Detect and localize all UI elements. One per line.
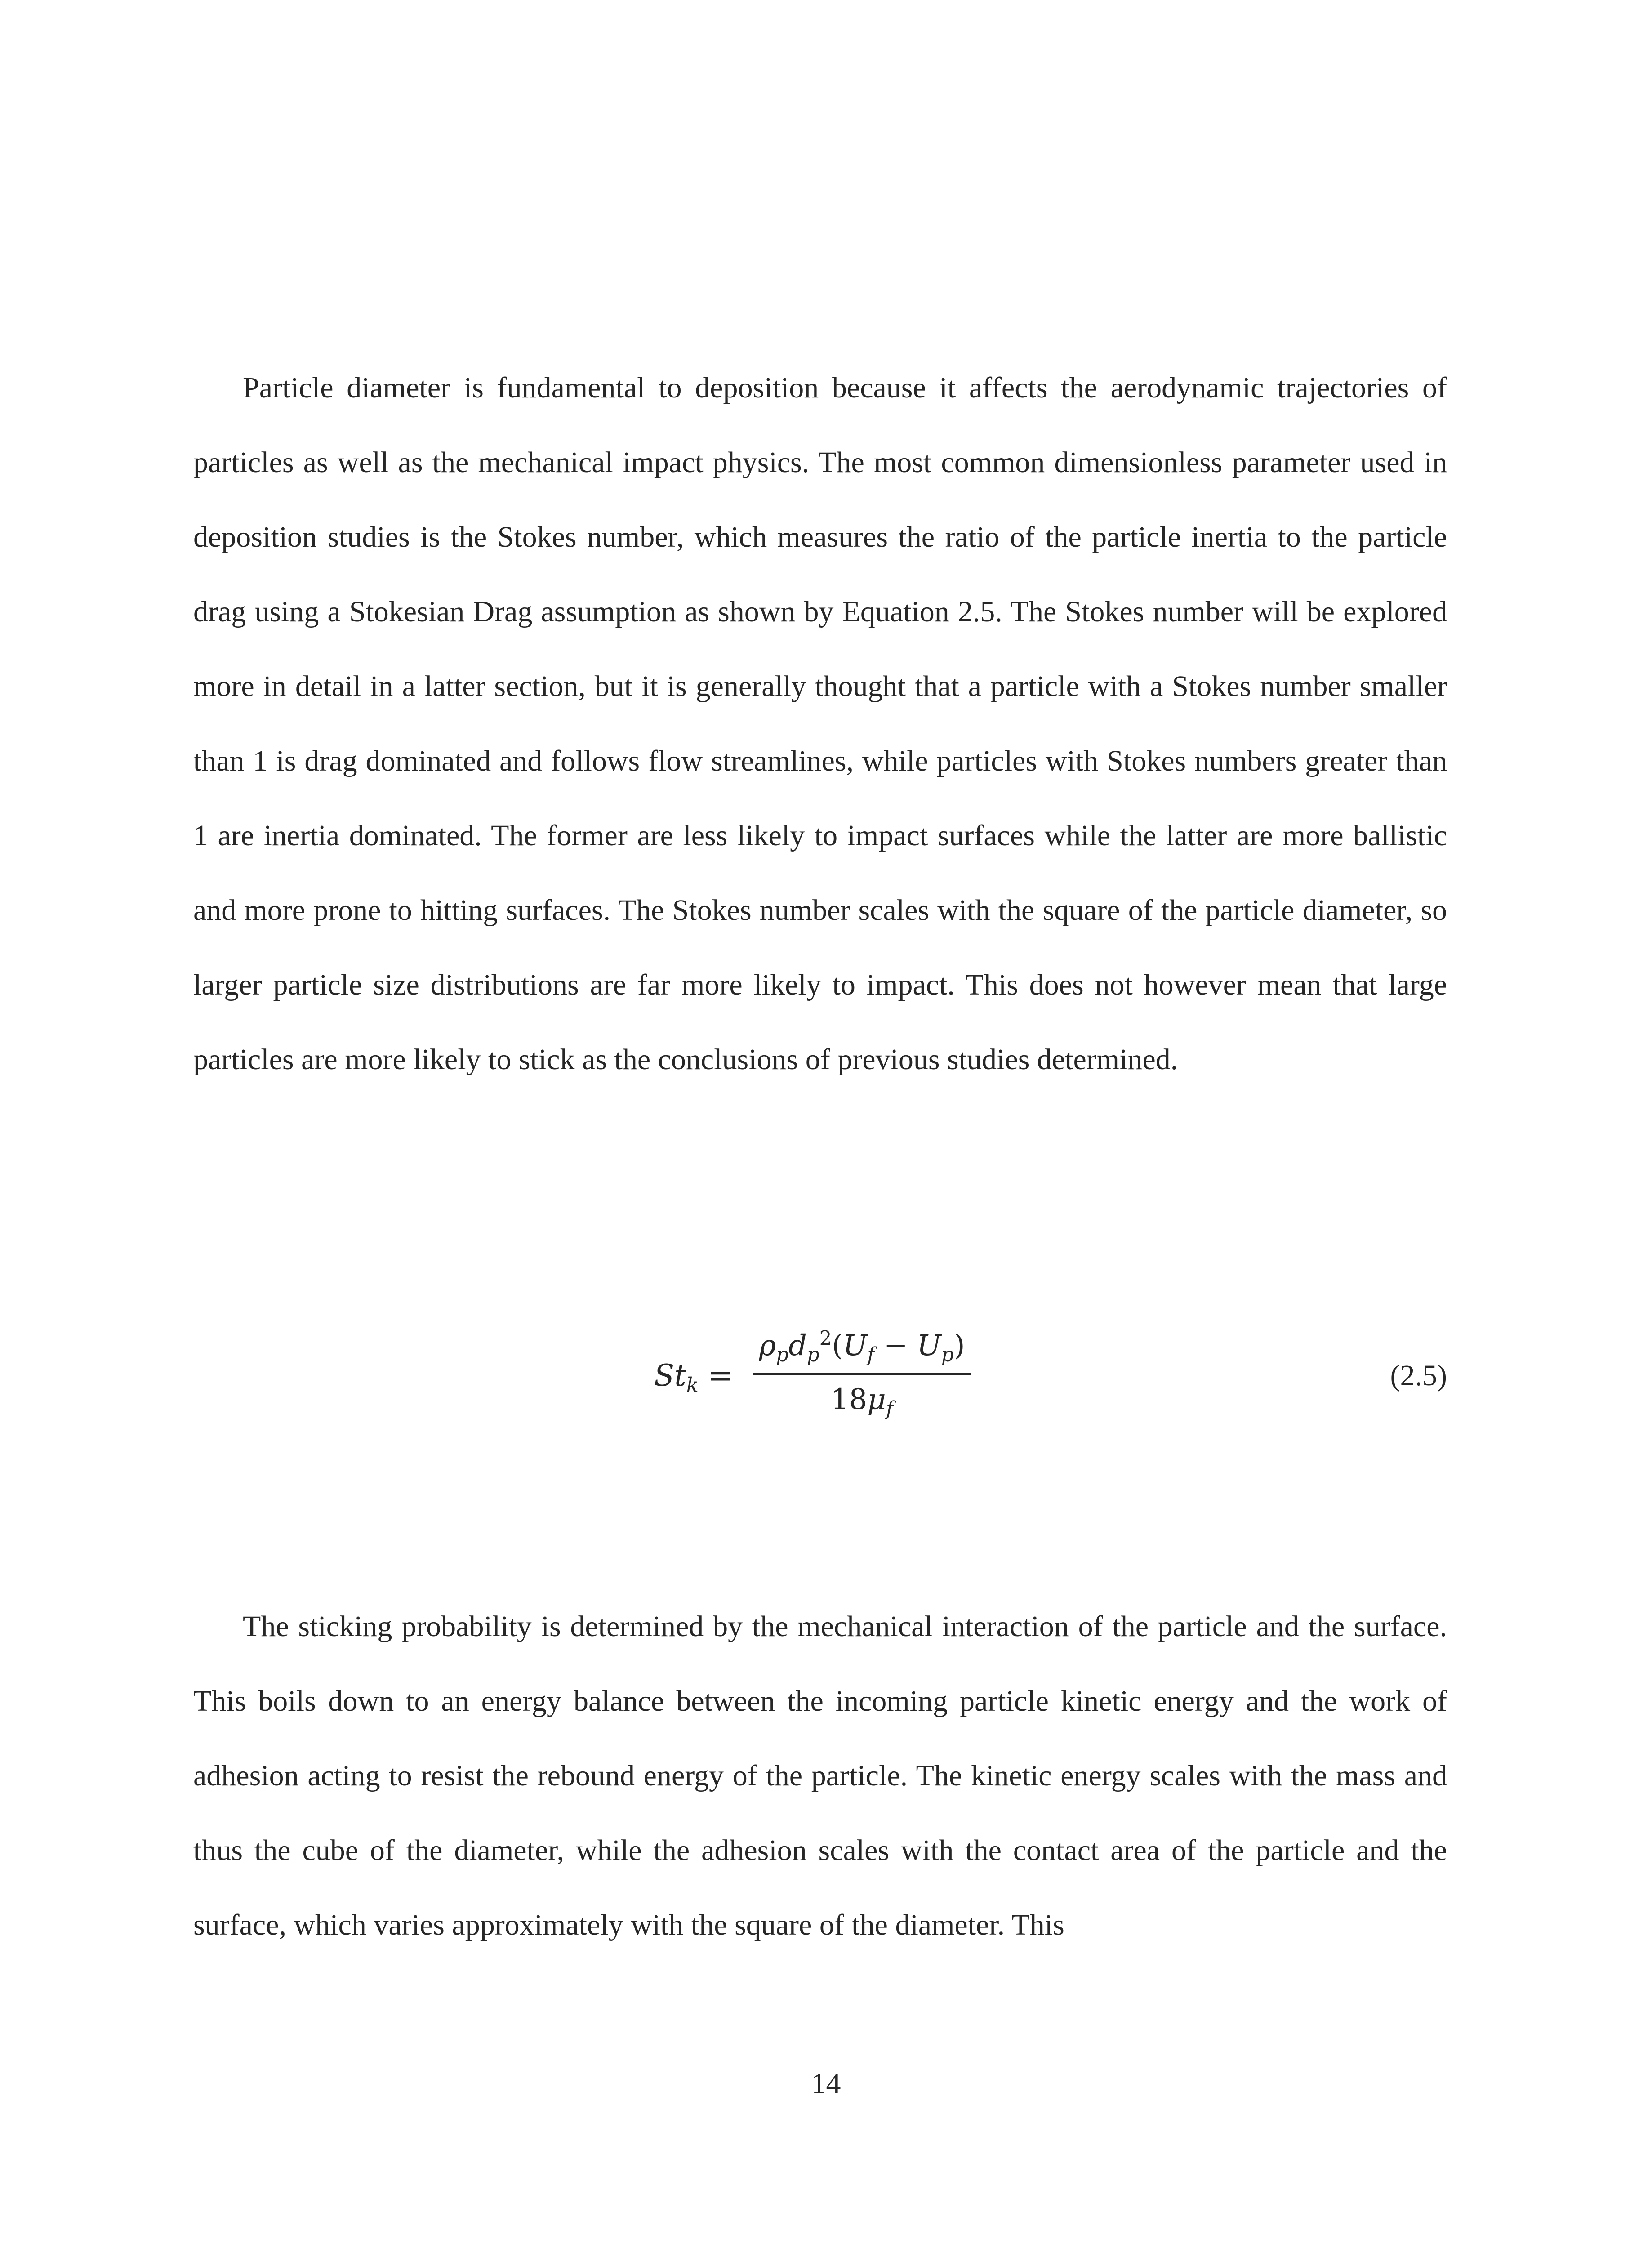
open-paren: ( [832,1329,843,1362]
diameter-symbol: d [788,1329,807,1362]
body-paragraph-stokes-number: Particle diameter is fundamental to deposition because it affects the aerodynamic trajectories of particles as well as the mechanical impact physics. The most common dimensionless parameter used in deposition studies is the Stokes number, which measures the ratio of the particle inertia to the particle drag using a Stokesian Drag assumption as shown by Equation 2.5. The Stokes number will be explored more in detail in a latter section, but it is generally thought that a particle with a Stokes number smaller than 1 is drag dominated and follows flow streamlines, while particles with Stokes numbers greater than 1 are inertia dominated. The former are less likely to impact surfaces while the latter are more ballistic and more prone to hitting surfaces. The Stokes number scales with the square of the particle diameter, so larger particle size distributions are far more likely to impact. This does not however mean that large particles are more likely to stick as the conclusions of previous studies determined. [193,371,1447,1076]
equals-sign: = [708,1358,733,1393]
fluid-velocity-subscript: f [867,1343,875,1366]
equation-number: (2.5) [1390,1359,1447,1392]
fluid-velocity-symbol: U [843,1329,868,1362]
rho-symbol: ρ [759,1329,776,1362]
fraction-bar [753,1373,971,1375]
equation-denominator [753,1379,971,1420]
diameter-subscript: p [806,1343,819,1366]
equation-fraction [753,1322,971,1430]
stokes-subscript: k [686,1373,699,1397]
viscosity-subscript: f [886,1397,894,1420]
denominator-coefficient: 18 [830,1383,868,1416]
rho-subscript: p [776,1343,788,1366]
minus-sign: − [874,1329,917,1362]
body-paragraph-sticking-probability: The sticking probability is determined by the mechanical interaction of the particle and the surface. This boils down to an energy balance between the incoming particle kinetic energy and the work of adhesion acting to resist the rebound energy of the particle. The kinetic energy scales with the mass and thus the cube of the diameter, while the adhesion scales with the contact area of the particle and the surface, which varies approximately with the square of the diameter. This [193,1610,1447,1941]
particle-velocity-symbol: U [917,1329,941,1362]
equation-lhs [654,1358,733,1397]
viscosity-symbol: μ [867,1383,886,1416]
diameter-exponent: 2 [819,1327,832,1350]
particle-velocity-subscript: p [941,1343,954,1366]
equation-2-5 [193,1322,1447,1430]
page-number: 14 [811,2067,841,2100]
equation-numerator [753,1325,971,1366]
close-paren: ) [953,1329,965,1362]
stokes-symbol: St [654,1358,686,1393]
